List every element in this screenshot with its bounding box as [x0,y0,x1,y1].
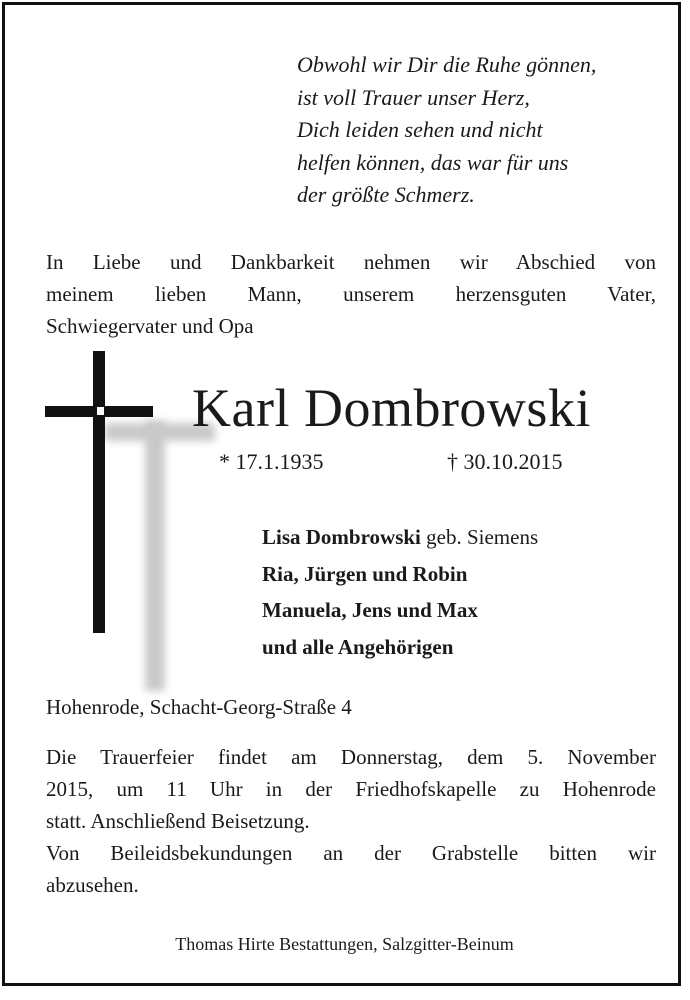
poem-line: ist voll Trauer unser Herz, [297,84,530,110]
cross-icon [45,351,185,651]
family-line [262,519,538,556]
cross-center-highlight [97,407,104,415]
poem [297,49,677,212]
cross-shadow-vertical [145,421,165,691]
ceremony-line: statt. Anschließend Beisetzung. [46,809,310,833]
deceased-name: Karl Dombrowski [192,378,591,438]
intro-line: In Liebe und Dankbarkeit nehmen wir Abschied von [46,250,656,274]
family-line: Manuela, Jens und Max [262,598,478,622]
ceremony-line: abzusehen. [46,873,139,897]
birth-date: * 17.1.1935 [219,449,324,474]
poem-line: Dich leiden sehen und nicht [297,117,543,142]
intro-text [46,246,656,342]
death-date: † 30.10.2015 [447,449,563,474]
intro-line: meinem lieben Mann, unserem herzensguten Vater, [46,282,656,306]
ceremony-line: Die Trauerfeier findet am Donnerstag, dem 5. November [46,745,656,769]
ceremony-line: 2015, um 11 Uhr in der Friedhofskapelle zu Hohenrode [46,777,656,801]
funeral-home-footer: Thomas Hirte Bestattungen, Salzgitter-Beinum [175,934,514,954]
poem-line: Obwohl wir Dir die Ruhe gönnen, [297,52,597,77]
cross-beam-vertical [93,351,105,633]
intro-line: Schwiegervater und Opa [46,314,254,338]
wife-name: Lisa Dombrowski [262,525,421,549]
poem-line: der größte Schmerz. [297,182,475,207]
ceremony-line: Von Beileidsbekundungen an der Grabstelle bitten wir [46,841,656,865]
poem-line: helfen können, das war für uns [297,149,569,175]
address: Hohenrode, Schacht-Georg-Straße 4 [46,695,352,719]
wife-maiden-name: geb. Siemens [426,525,539,549]
obituary-frame [2,2,681,986]
family-line: Ria, Jürgen und Robin [262,561,468,586]
family-list [262,519,538,665]
family-line: und alle Angehörigen [262,634,454,659]
ceremony-text [46,741,656,901]
